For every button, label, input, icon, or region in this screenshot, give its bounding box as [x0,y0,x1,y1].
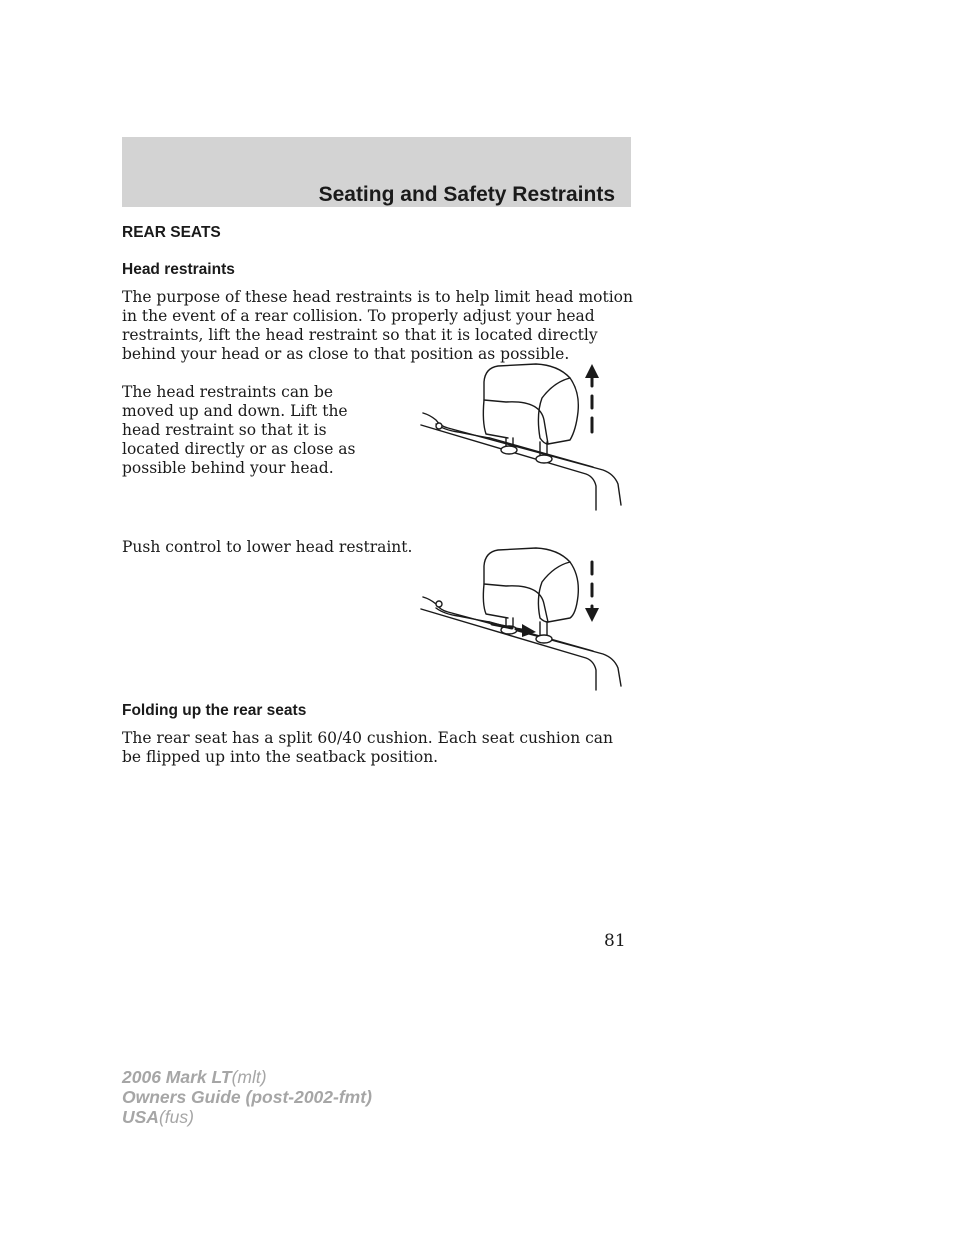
section-header-band [122,137,631,207]
head-restraints-intro-paragraph: The purpose of these head restraints is to help limit head motion in the event of a rear collision. To properly adjust your head restraints, lift the head restraint so that it is located directly behind your head or as close to that position as possible. [122,288,633,363]
footer-market-code: (fus) [158,1107,194,1127]
head-restraint-lower-illustration [418,544,633,694]
section-header-title: Seating and Safety Restraints [318,183,615,206]
head-restraints-heading: Head restraints [122,261,235,278]
footer-market: USA [122,1107,159,1127]
head-restraint-raise-paragraph: The head restraints can be moved up and down. Lift the head restraint so that it is located directly or as close as possible behind your head. [122,383,356,477]
footer-model-code: (mlt) [231,1067,267,1087]
rear-seats-heading: REAR SEATS [122,224,221,241]
footer-model: 2006 Mark LT [122,1067,232,1087]
folding-rear-seats-paragraph: The rear seat has a split 60/40 cushion. Each seat cushion can be flipped up into the seatback position. [122,729,614,766]
document-footer [122,1067,372,1127]
head-restraint-raise-illustration [418,360,633,515]
page-number: 81 [604,931,626,951]
folding-rear-seats-heading: Folding up the rear seats [122,702,307,719]
head-restraint-lower-paragraph: Push control to lower head restraint. [122,538,413,556]
footer-guide: Owners Guide (post-2002-fmt) [122,1087,372,1107]
